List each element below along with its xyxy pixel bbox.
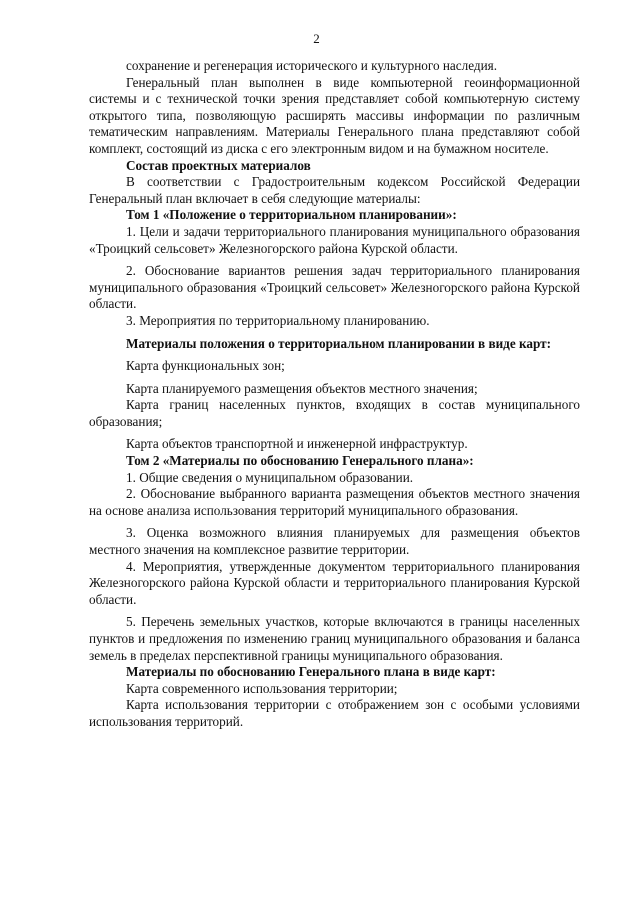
paragraph: Карта современного использования территории;: [126, 680, 398, 696]
section-heading: Материалы положения о территориальном планировании в виде карт:: [126, 335, 552, 351]
page-number: 2: [313, 31, 320, 46]
paragraph: Карта объектов транспортной и инженерной инфраструктур.: [126, 436, 468, 452]
paragraph: Карта границ населенных пунктов, входящих в состав муниципального образования;: [89, 397, 580, 429]
paragraph: Карта планируемого размещения объектов местного значения;: [126, 380, 478, 396]
section-heading: Том 1 «Положение о территориальном планировании»:: [126, 207, 457, 223]
section-heading: Состав проектных материалов: [126, 157, 311, 173]
paragraph: 3. Мероприятия по территориальному планированию.: [126, 312, 430, 328]
paragraph: 1. Общие сведения о муниципальном образовании.: [126, 469, 414, 485]
section-heading: Материалы по обоснованию Генерального плана в виде карт:: [126, 664, 496, 680]
paragraph: Карта функциональных зон;: [126, 358, 285, 374]
paragraph: 2. Обоснование вариантов решения задач территориального планирования муниципального образования «Троицкий сельсовет» Железногорского района Курской области.: [89, 263, 580, 312]
paragraph: сохранение и регенерация исторического и культурного наследия.: [126, 58, 498, 73]
paragraph: 3. Оценка возможного влияния планируемых для размещения объектов местного значения на комплексное развитие территории.: [89, 525, 580, 558]
paragraph: 4. Мероприятия, утвержденные документом территориального планирования Железногорского района Курской области и территориального планирования Курской области.: [89, 558, 580, 607]
section-heading: Том 2 «Материалы по обоснованию Генерального плана»:: [126, 453, 474, 469]
paragraph: В соответствии с Градостроительным кодексом Российской Федерации Генеральный план включает в себя следующие материалы:: [89, 174, 580, 206]
document-body: [89, 58, 580, 731]
paragraph: 2. Обоснование выбранного варианта размещения объектов местного значения на основе анализа использования территорий муниципального образования.: [89, 486, 580, 518]
paragraph: Генеральный план выполнен в виде компьютерной геоинформационной системы и с технической точки зрения представляет собой компьютерную систему открытого типа, позволяющую расширять массивы информации по различным тематическим направлениям. Материалы Генерального плана представляют собой комплект, состоящий из диска с его электронным видом и на бумажном носителе.: [89, 74, 580, 156]
paragraph: Карта использования территории с отображением зон с особыми условиями использования территорий.: [89, 697, 580, 729]
paragraph: 5. Перечень земельных участков, которые включаются в границы населенных пунктов и предложения по изменению границ муниципального образования и баланса земель в пределах перспективной границы муниципального образования.: [89, 614, 580, 663]
paragraph: 1. Цели и задачи территориального планирования муниципального образования «Троицкий сельсовет» Железногорского района Курской области.: [89, 223, 580, 256]
